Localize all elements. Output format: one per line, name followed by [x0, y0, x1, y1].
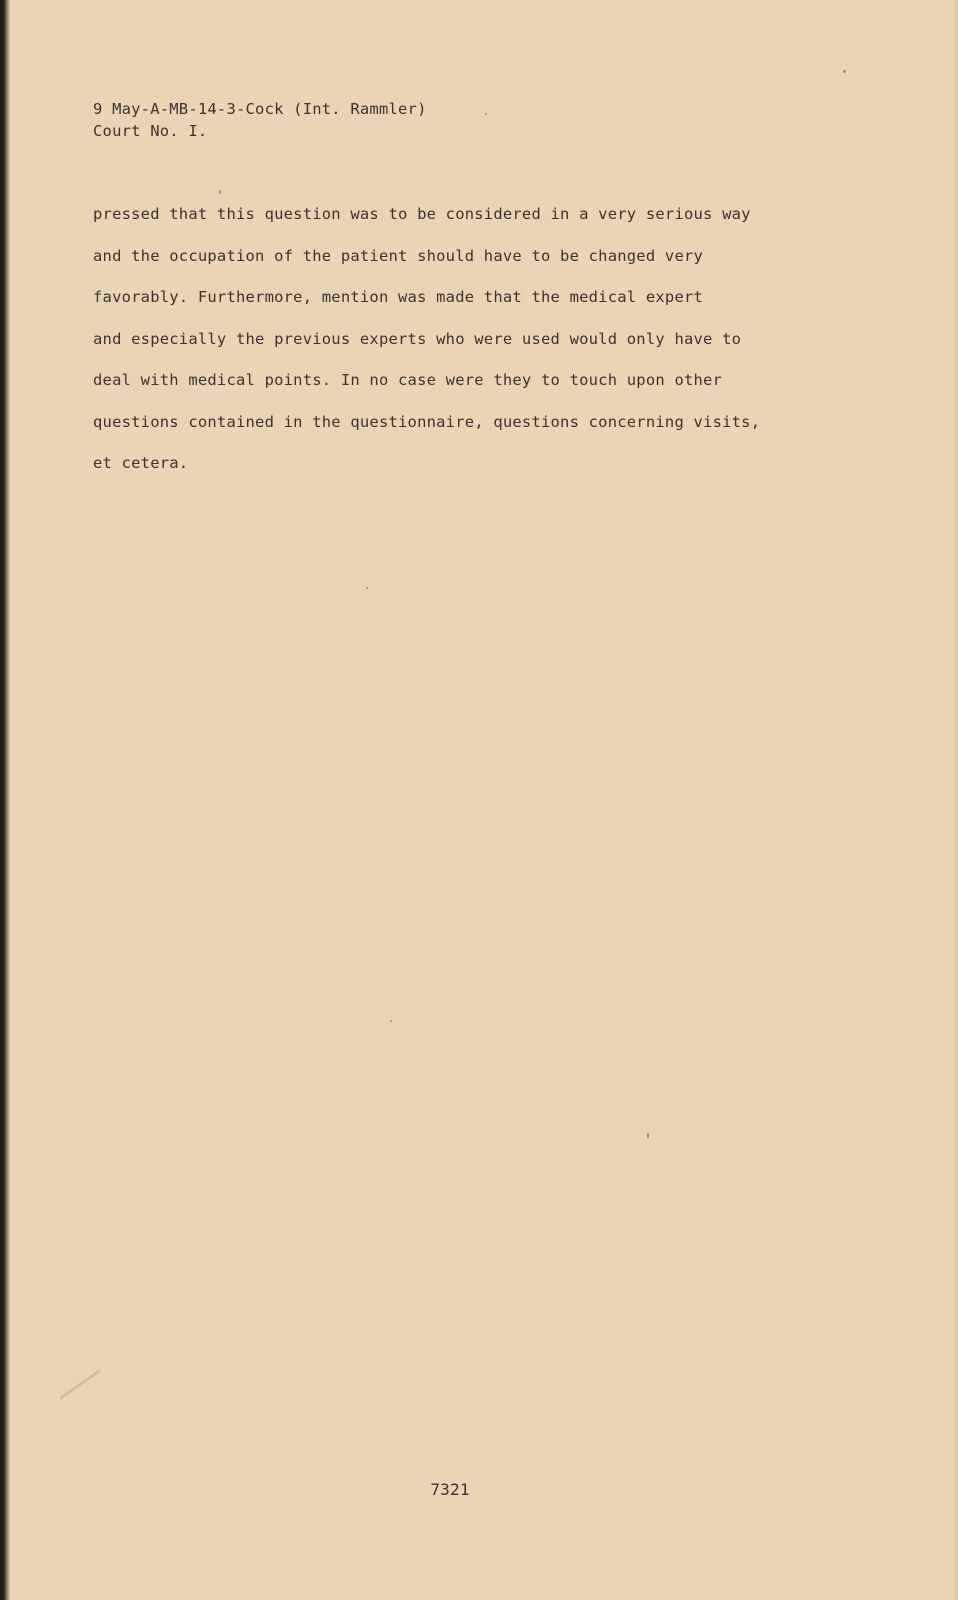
paper-speck	[843, 70, 846, 73]
transcript-body	[93, 202, 923, 493]
transcript-line: et cetera.	[93, 454, 189, 472]
header-reference-line: 9 May-A-MB-14-3-Cock (Int. Rammler)	[93, 100, 427, 118]
transcript-line: and especially the previous experts who were used would only have to	[93, 329, 742, 348]
paper-speck	[485, 113, 487, 115]
transcript-line: and the occupation of the patient should have to be changed very	[93, 246, 704, 265]
header-court-line: Court No. I.	[93, 122, 208, 140]
paper-speck	[390, 1020, 392, 1022]
transcript-line: pressed that this question was to be considered in a very serious way	[93, 205, 751, 223]
document-header	[93, 98, 427, 142]
paper-smudge	[59, 1370, 100, 1400]
transcript-line: deal with medical points. In no case were they to touch upon other	[93, 371, 723, 389]
page-binding-edge	[0, 0, 10, 1600]
page-right-edge	[952, 0, 958, 1600]
page-number: 7321	[430, 1480, 470, 1499]
paper-speck	[366, 587, 368, 589]
transcript-line: favorably. Furthermore, mention was made that the medical expert	[93, 288, 704, 306]
paper-speck	[647, 1133, 649, 1138]
paper-speck	[219, 190, 221, 194]
transcript-line: questions contained in the questionnaire, questions concerning visits,	[93, 412, 761, 431]
